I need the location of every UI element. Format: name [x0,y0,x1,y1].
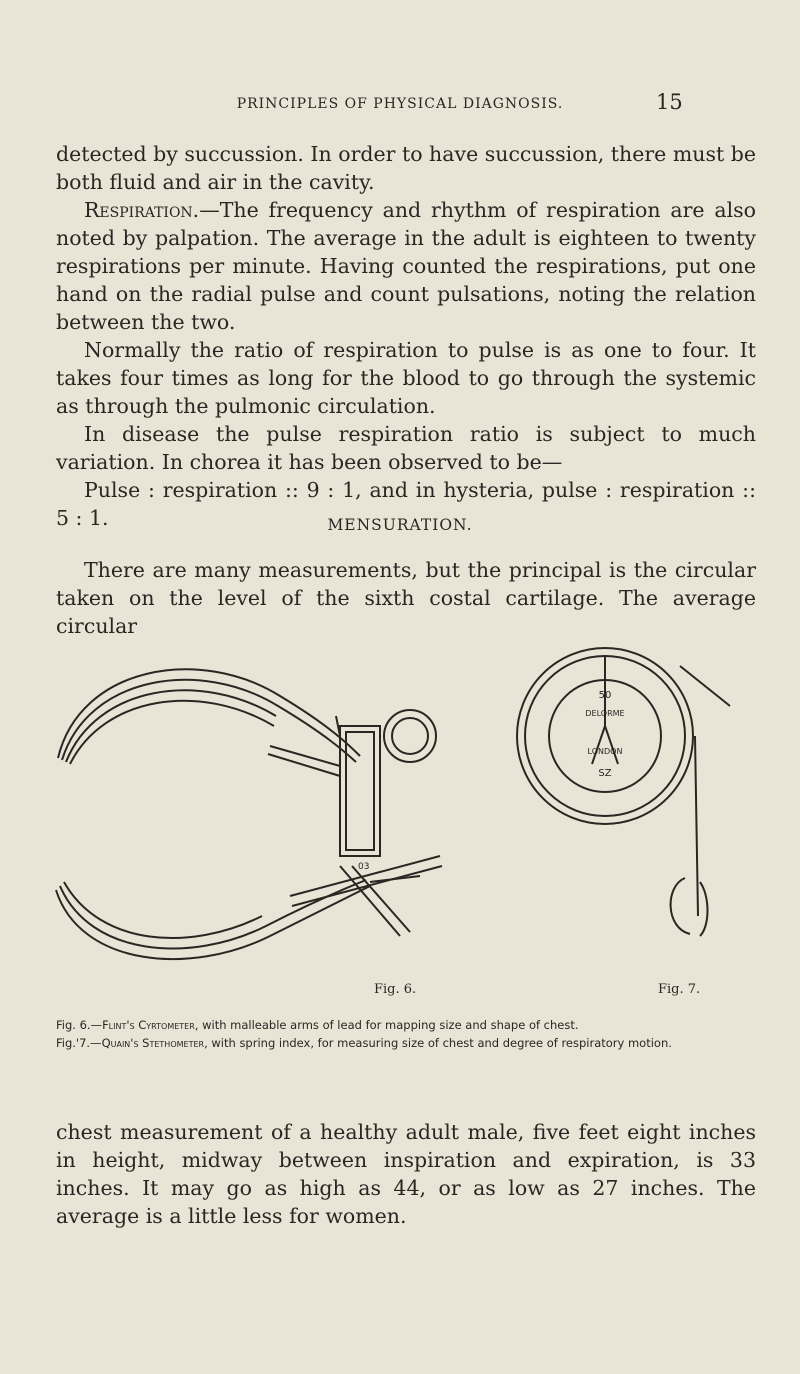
stethometer-city: LONDON [587,747,623,756]
mensuration-text-2: chest measurement of a healthy adult male, five feet eight inches in height, midway between inspiration and expiration, is 33 inches. It may go as high as 44, or as low as 27 inches. The average is a little less for women. [56,1120,756,1228]
section-heading: MENSURATION. [327,516,473,534]
mensuration-paragraph-2 [56,1118,756,1230]
figure-illustrations [40,636,760,996]
paragraph-disease: In disease the pulse respiration ratio is subject to much variation. In chorea it has been observed to be— [56,422,756,474]
caption-figure-6 [56,1016,756,1034]
text-block-top [56,140,756,532]
figure-drawing [40,636,760,996]
running-head: PRINCIPLES OF PHYSICAL DIAGNOSIS. [236,96,564,112]
caption-7-text: with spring index, for measuring size of chest and degree of respiratory motion. [207,1036,672,1050]
paragraph-succussion: detected by succussion. In order to have succussion, there must be both fluid and air in the cavity. [56,142,756,194]
figure-6-label: Fig. 6. [374,982,417,997]
caption-6-text: with malleable arms of lead for mapping size and shape of chest. [198,1018,579,1032]
cyrtometer-illustration [56,669,442,959]
paragraph-ratio: Normally the ratio of respiration to pulse is as one to four. It takes four times as long for the blood to go through the systemic as through the pulmonic circulation. [56,338,756,418]
caption-7-number: Fig.'7.— [56,1036,102,1050]
stethometer-illustration [517,648,730,936]
mensuration-text-1: There are many measurements, but the principal is the circular taken on the level of the sixth costal cartilage. The average circular [56,558,756,638]
cyrtometer-scale-mark: 03 [358,862,370,872]
respiration-run-in-heading: Respiration. [84,198,200,222]
mensuration-paragraph-1 [56,556,756,640]
figure-7-label: Fig. 7. [658,982,701,997]
respiration-text: —The frequency and rhythm of respiration are also noted by palpation. The average in the adult is eighteen to twenty respirations per minute. Having counted the respirations, put one hand on the radial pulse and count pulsations, noting the relation between the two. [56,198,756,334]
paragraph-respiration [56,196,756,336]
stethometer-dial-top: 50 [598,690,612,701]
caption-6-number: Fig. 6.— [56,1018,103,1032]
caption-7-title: Quain's Stethometer, [101,1036,208,1050]
figure-captions [56,1016,756,1052]
stethometer-dial-bottom: SZ [598,768,612,779]
caption-figure-7 [56,1034,756,1052]
paragraph-pulse-ratio: Pulse : respiration :: 9 : 1, and in hysteria, pulse : respiration :: 5 : 1. [56,478,756,530]
stethometer-maker-name: DELORME [585,709,625,718]
caption-6-title: Flint's Cyrtometer, [102,1018,199,1032]
page-number: 15 [656,90,683,114]
